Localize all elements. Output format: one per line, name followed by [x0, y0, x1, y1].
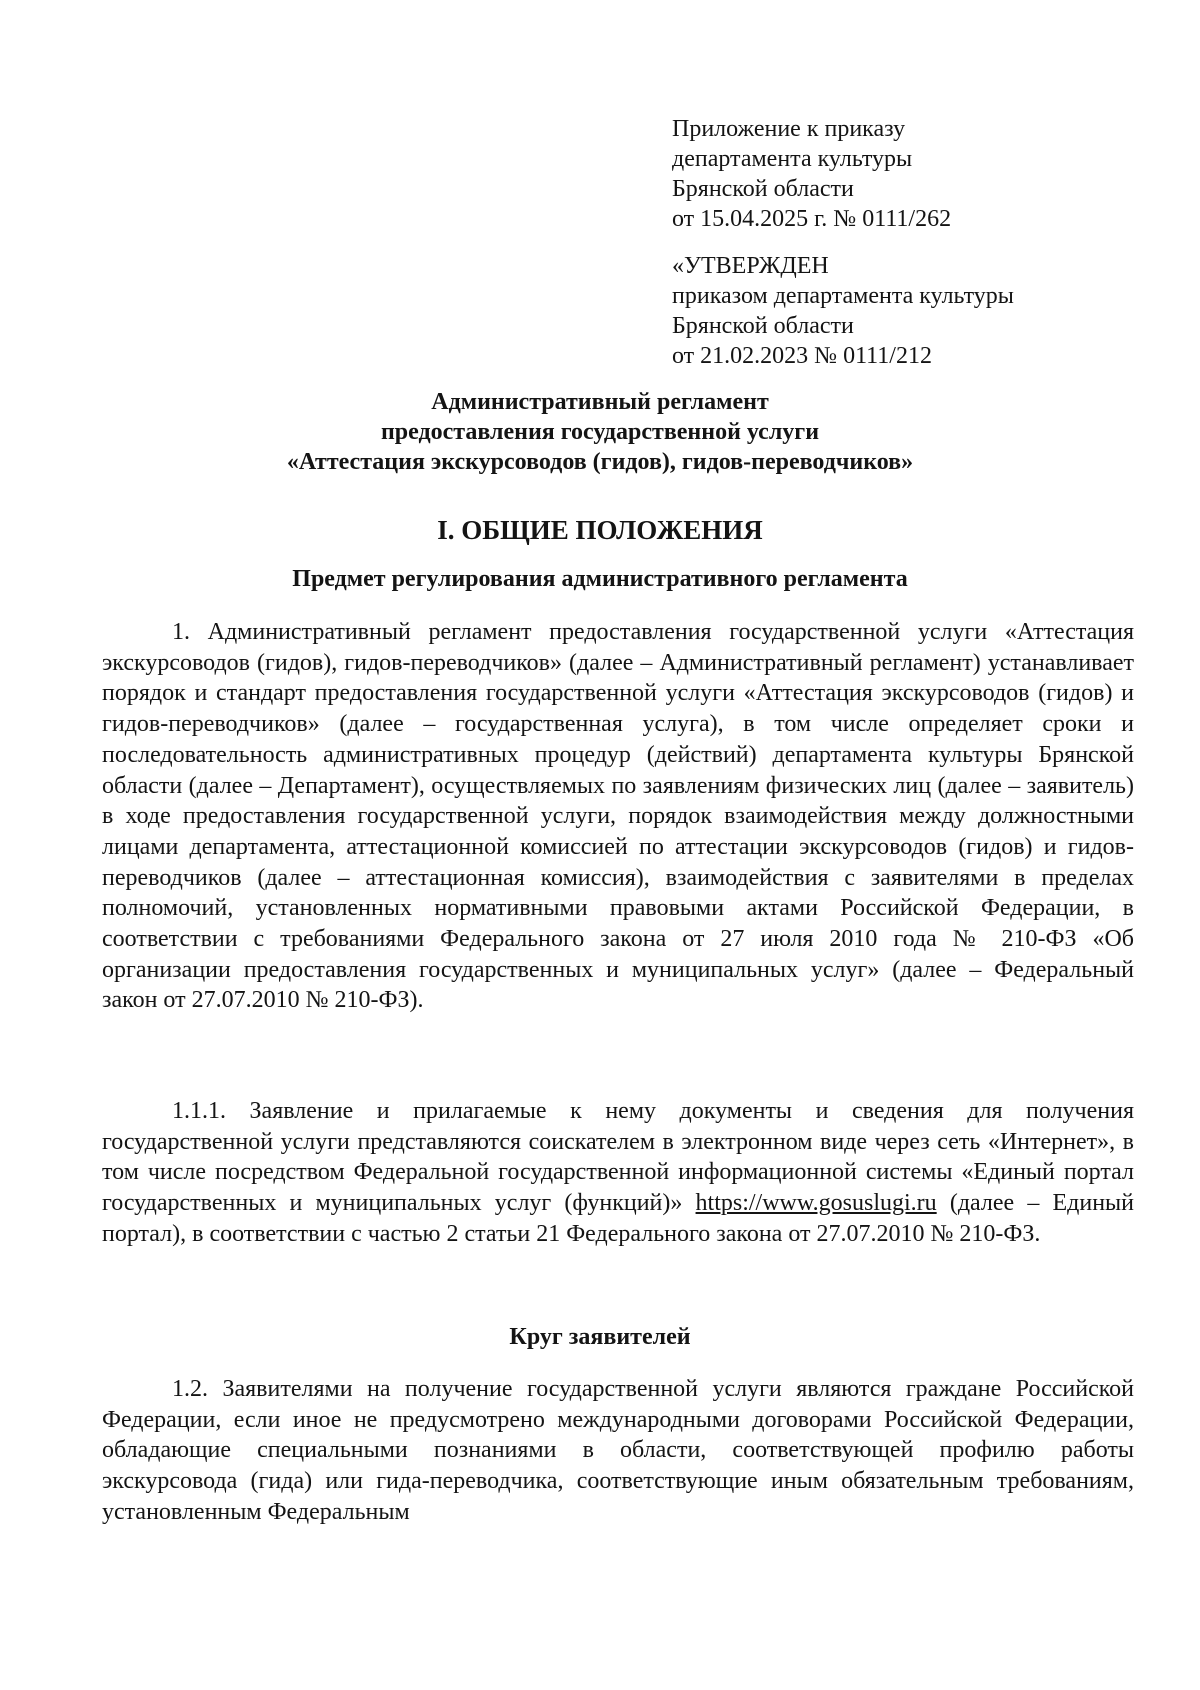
subsection-heading-subject: Предмет регулирования административного регламента	[292, 566, 908, 592]
appendix-line: Приложение к приказу	[672, 116, 906, 142]
appendix-block	[672, 114, 1142, 234]
appendix-line: от 15.04.2025 г. № 0111/262	[672, 206, 952, 232]
approval-line: Брянской области	[672, 313, 854, 339]
paragraph-text: (далее – Единый портал), в соответствии с частью 2 статьи 21 Федерального закона от 27.07.2010 № 210-ФЗ.	[102, 1190, 1135, 1247]
subsection-heading-applicants: Круг заявителей	[509, 1324, 691, 1350]
approval-line: от 21.02.2023 № 0111/212	[672, 343, 932, 369]
title-line: предоставления государственной услуги	[380, 419, 820, 445]
paragraph-1-2: 1.2. Заявителями на получение государственной услуги являются граждане Российской Федерации, если иное не предусмотрено международными договорами Российской Федерации, обладающие специальными познаниями в области, соответствующей профилю работы экскурсовода (гида) или гида-переводчика, соответствующие иным обязательным требованиям, установленным Федеральным	[102, 1376, 1134, 1525]
paragraph-1-1-1	[102, 1096, 1134, 1250]
paragraph-text: 1.1.1. Заявление и прилагаемые к нему документы и сведения для получения государственной услуги представляются соискателем в электронном виде через сеть «Интернет», в том числе посредством Федеральной государственной информационной системы «Единый портал государственных и муниципальных услуг (функций)»	[102, 1098, 1134, 1217]
gosuslugi-link[interactable]: https://www.gosuslugi.ru	[695, 1190, 937, 1217]
paragraph-1: 1. Административный регламент предоставления государственной услуги «Аттестация экскурсоводов (гидов), гидов-переводчиков» (далее – Административный регламент) устанавливает порядок и стандарт предоставления государственной услуги «Аттестация экскурсоводов (гидов) и гидов-переводчиков» (далее – государственная услуга), в том числе определяет сроки и последовательность административных процедур (действий) департамента культуры Брянской области (далее – Департамент), осуществляемых по заявлениям физических лиц (далее – заявитель) в ходе предоставления государственной услуги, порядок взаимодействия между должностными лицами департамента, аттестационной комиссией по аттестации экскурсоводов (гидов) и гидов-переводчиков (далее – аттестационная комиссия), взаимодействия с заявителями в пределах полномочий, установленных нормативными правовыми актами Российской Федерации, в соответствии с требованиями Федерального закона от 27 июля 2010 года № 210-ФЗ «Об организации предоставления государственных и муниципальных услуг» (далее – Федеральный закон от 27.07.2010 № 210-ФЗ).	[102, 619, 1134, 1014]
approval-line: «УТВЕРЖДЕН	[672, 253, 829, 279]
approval-block	[672, 251, 1142, 371]
section-heading: I. ОБЩИЕ ПОЛОЖЕНИЯ	[437, 515, 763, 545]
title-line: Административный регламент	[431, 389, 769, 415]
appendix-line: департамента культуры	[672, 146, 913, 172]
title-line: «Аттестация экскурсоводов (гидов), гидов-переводчиков»	[286, 449, 914, 475]
document-title	[0, 387, 1200, 477]
approval-line: приказом департамента культуры	[672, 283, 1014, 309]
appendix-line: Брянской области	[672, 176, 854, 202]
